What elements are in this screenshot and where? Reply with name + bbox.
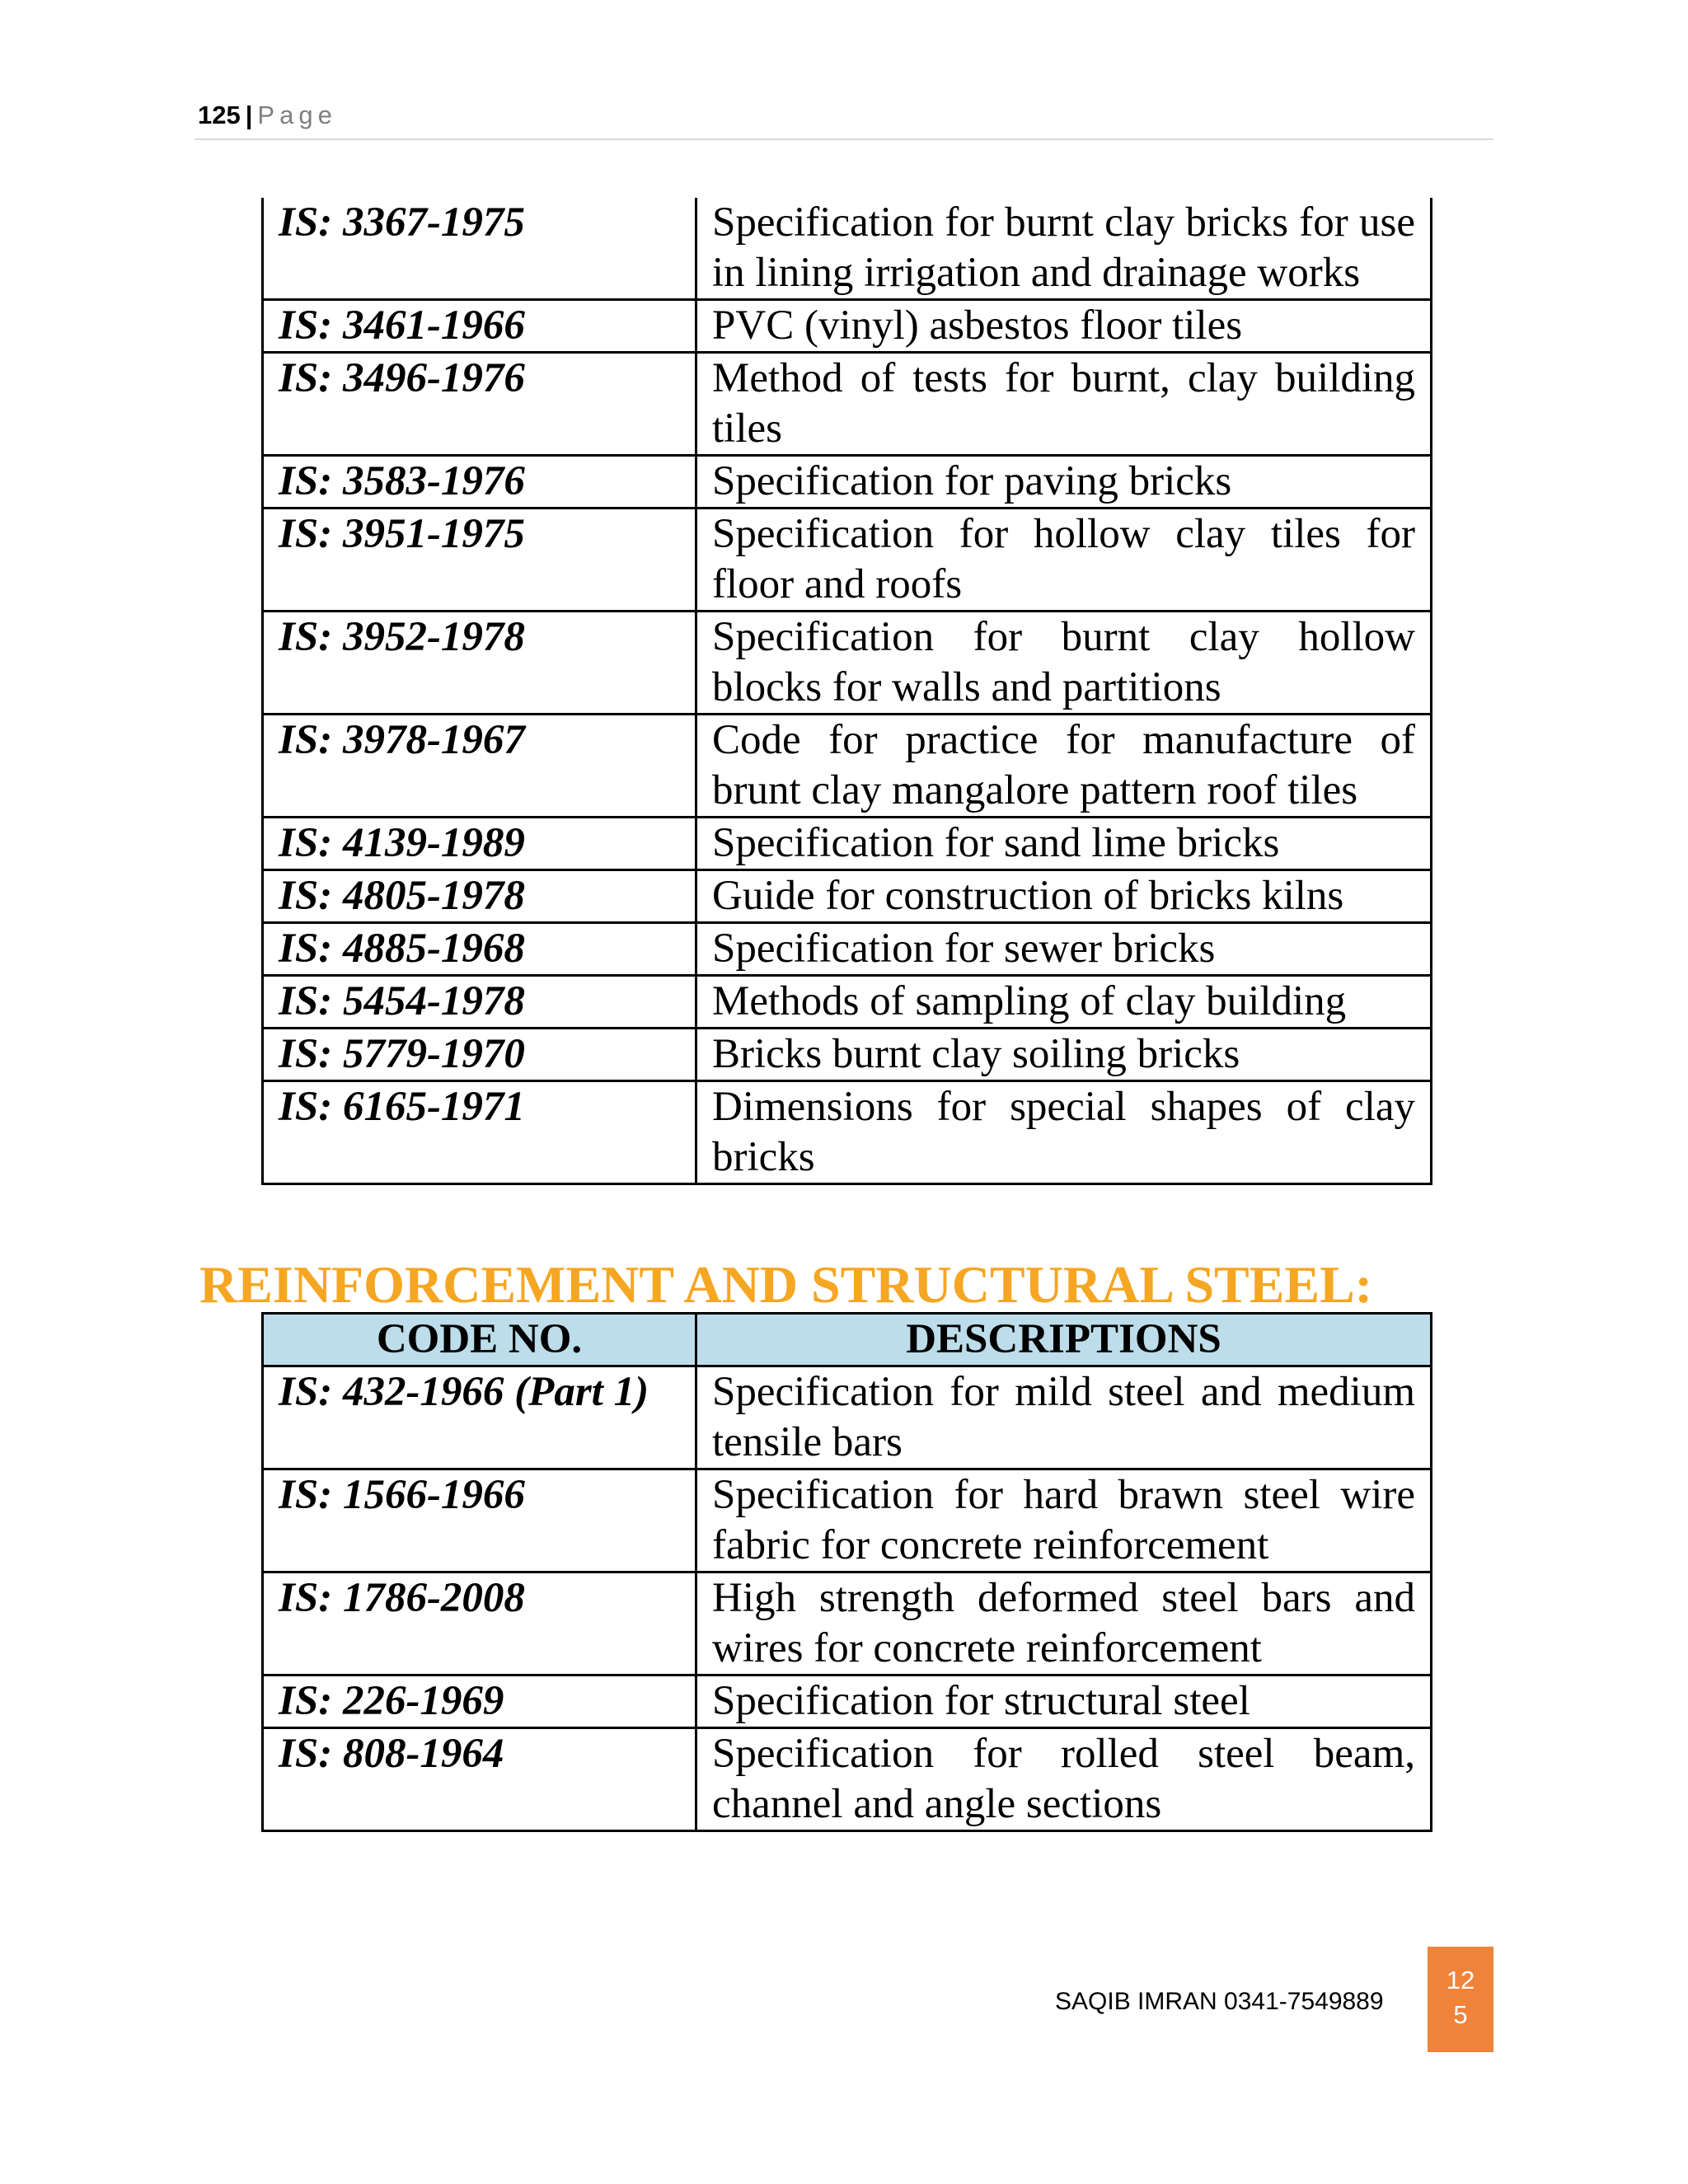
header-page-label: Page — [257, 101, 337, 129]
page-header — [198, 99, 337, 132]
code-cell: IS: 3952-1978 — [263, 612, 696, 715]
code-cell: IS: 1566-1966 — [263, 1469, 696, 1572]
code-cell: IS: 4805-1978 — [263, 870, 696, 923]
description-cell: Specification for structural steel — [696, 1675, 1432, 1728]
description-cell: High strength deformed steel bars and wires for concrete reinforcement — [696, 1572, 1432, 1675]
code-cell: IS: 808-1964 — [263, 1728, 696, 1831]
table-row — [263, 923, 1432, 976]
footer-page-badge — [1428, 1947, 1493, 2052]
code-cell: IS: 3583-1976 — [263, 456, 696, 509]
description-cell: Specification for mild steel and medium tensile bars — [696, 1366, 1432, 1469]
description-cell: Methods of sampling of clay building — [696, 976, 1432, 1029]
description-cell: Specification for burnt clay hollow blocks for walls and partitions — [696, 612, 1432, 715]
description-cell: Specification for paving bricks — [696, 456, 1432, 509]
code-column-header: CODE NO. — [263, 1314, 696, 1366]
code-cell: IS: 1786-2008 — [263, 1572, 696, 1675]
description-cell: PVC (vinyl) asbestos floor tiles — [696, 300, 1432, 353]
table-row — [263, 509, 1432, 612]
code-cell: IS: 3496-1976 — [263, 353, 696, 456]
footer-badge-line2: 5 — [1453, 2000, 1468, 2029]
description-cell: Specification for sand lime bricks — [696, 818, 1432, 870]
footer-author: SAQIB IMRAN 0341-7549889 — [1055, 1988, 1384, 2015]
table-row — [263, 1728, 1432, 1831]
table-row — [263, 198, 1432, 300]
footer-badge-line1: 12 — [1446, 1966, 1475, 1994]
header-separator: | — [245, 101, 253, 129]
table-row — [263, 1081, 1432, 1184]
description-cell: Specification for burnt clay bricks for use in lining irrigation and drainage works — [696, 198, 1432, 300]
table-row — [263, 818, 1432, 870]
code-cell: IS: 432-1966 (Part 1) — [263, 1366, 696, 1469]
table-row — [263, 456, 1432, 509]
code-cell: IS: 5454-1978 — [263, 976, 696, 1029]
code-cell: IS: 3461-1966 — [263, 300, 696, 353]
table-row — [263, 612, 1432, 715]
header-divider — [195, 138, 1493, 140]
section-heading: REINFORCEMENT AND STRUCTURAL STEEL: — [199, 1255, 1373, 1314]
code-cell: IS: 4885-1968 — [263, 923, 696, 976]
table-row — [263, 870, 1432, 923]
table-row — [263, 715, 1432, 818]
description-cell: Bricks burnt clay soiling bricks — [696, 1029, 1432, 1081]
code-cell: IS: 3951-1975 — [263, 509, 696, 612]
code-cell: IS: 6165-1971 — [263, 1081, 696, 1184]
table-row — [263, 353, 1432, 456]
table-row — [263, 1366, 1432, 1469]
table-row — [263, 1572, 1432, 1675]
description-column-header: DESCRIPTIONS — [696, 1314, 1432, 1366]
table-row — [263, 976, 1432, 1029]
table-row — [263, 1029, 1432, 1081]
description-cell: Specification for hollow clay tiles for floor and roofs — [696, 509, 1432, 612]
table-row — [263, 300, 1432, 353]
description-cell: Dimensions for special shapes of clay bricks — [696, 1081, 1432, 1184]
description-cell: Specification for rolled steel beam, channel and angle sections — [696, 1728, 1432, 1831]
code-cell: IS: 226-1969 — [263, 1675, 696, 1728]
table-header-row — [263, 1314, 1432, 1366]
description-cell: Method of tests for burnt, clay building tiles — [696, 353, 1432, 456]
description-cell: Specification for sewer bricks — [696, 923, 1432, 976]
code-cell: IS: 4139-1989 — [263, 818, 696, 870]
table-row — [263, 1469, 1432, 1572]
description-cell: Specification for hard brawn steel wire fabric for concrete reinforcement — [696, 1469, 1432, 1572]
table-row — [263, 1675, 1432, 1728]
header-page-number: 125 — [198, 101, 241, 129]
brick-tile-standards-table — [261, 198, 1432, 1185]
description-cell: Guide for construction of bricks kilns — [696, 870, 1432, 923]
description-cell: Code for practice for manufacture of brunt clay mangalore pattern roof tiles — [696, 715, 1432, 818]
code-cell: IS: 3978-1967 — [263, 715, 696, 818]
code-cell: IS: 5779-1970 — [263, 1029, 696, 1081]
code-cell: IS: 3367-1975 — [263, 198, 696, 300]
steel-standards-table — [261, 1312, 1432, 1832]
